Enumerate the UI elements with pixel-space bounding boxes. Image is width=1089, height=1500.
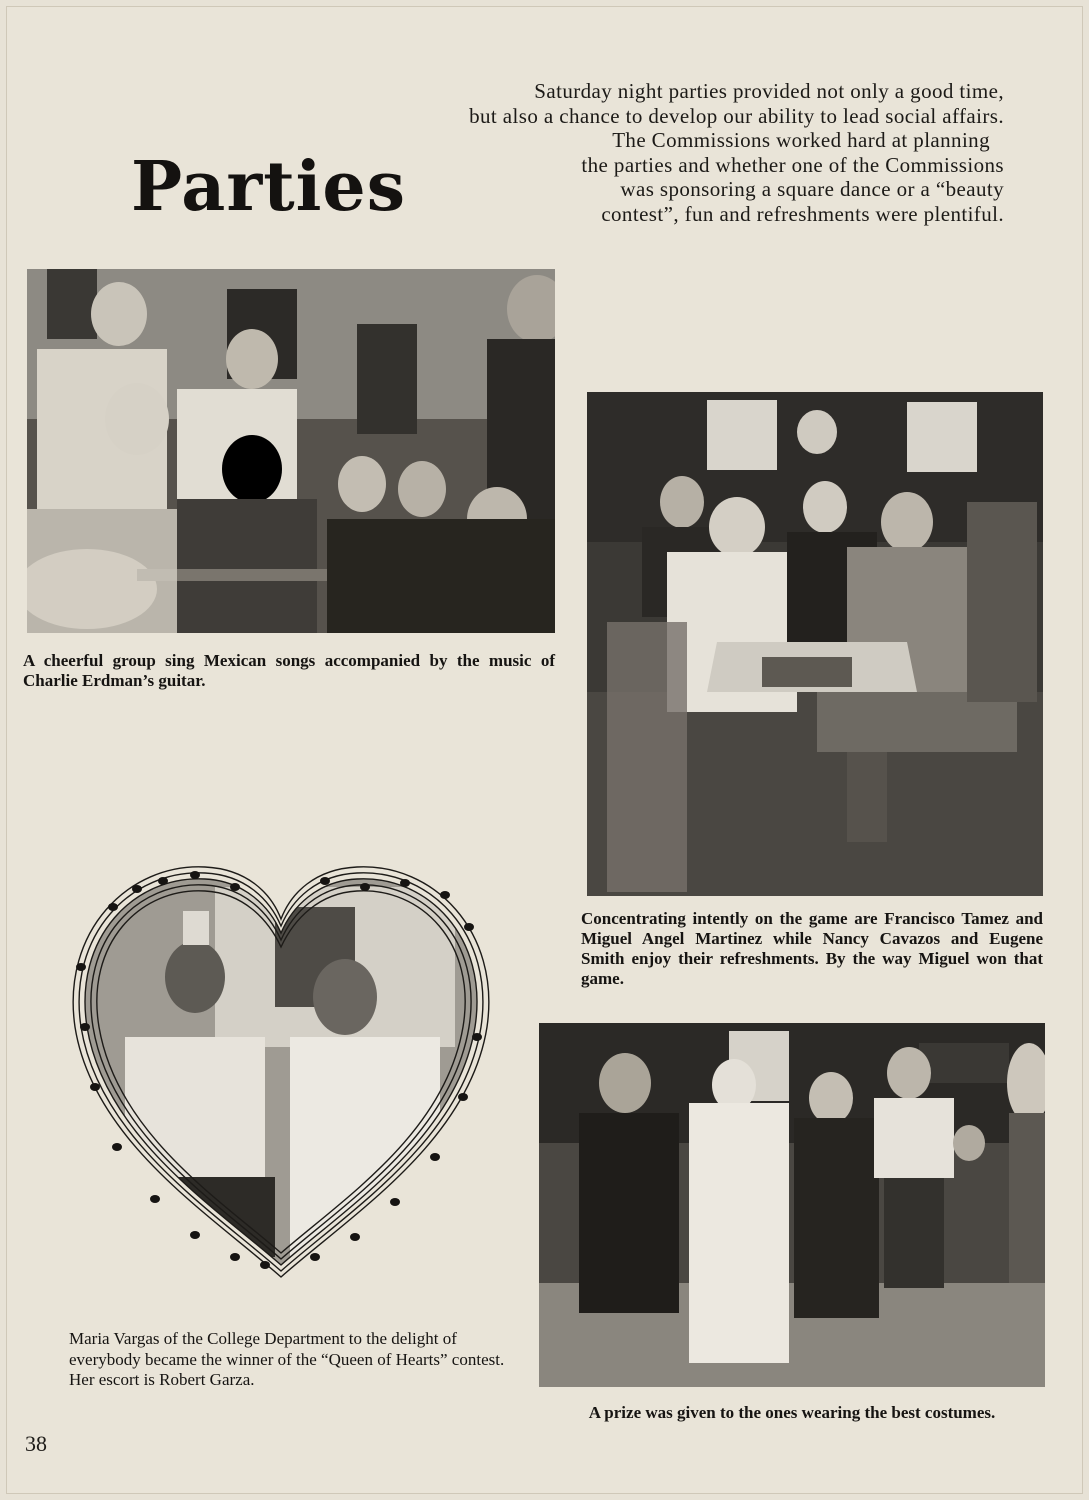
caption-singing-group: A cheerful group sing Mexican songs accompanied by the music of Charlie Erdman’s guitar. [23,651,555,690]
intro-line: The Commissions worked hard at planning [612,128,990,152]
intro-line: the parties and whether one of the Commissions [581,152,1004,177]
page-number: 38 [25,1431,47,1456]
page-title: Parties [131,147,406,227]
photo-singing-group [27,269,555,633]
intro-line: was sponsoring a square dance or a “beauty [620,177,1004,201]
photo-costume-party [539,1023,1045,1387]
photo-checkers-game [587,392,1043,896]
intro-line: but also a chance to develop our ability to lead social affairs. [469,103,1004,128]
caption-queen-of-hearts: Maria Vargas of the College Department to the delight of everybody became the winner of the “Queen of Hearts” contest. Her escort is Robert Garza. [69,1329,505,1389]
caption-costume-party: A prize was given to the ones wearing the best costumes. [588,1403,996,1422]
photo-costume-party-image [539,1023,1045,1387]
intro-line: contest”, fun and refreshments were plentiful. [601,201,1004,226]
caption-checkers-game: Concentrating intently on the game are Francisco Tamez and Miguel Angel Martinez while Nancy Cavazos and Eugene Smith enjoy their refreshments. By the way Miguel won that game. [581,909,1043,988]
intro-paragraph [304,79,1004,226]
yearbook-page [6,6,1083,1494]
photo-checkers-game-image [587,392,1043,896]
heart-photo-queen-of-hearts [65,847,497,1287]
intro-line: Saturday night parties provided not only a good time, [534,79,1004,103]
heart-frame [65,847,497,1287]
photo-singing-group-image [27,269,555,633]
